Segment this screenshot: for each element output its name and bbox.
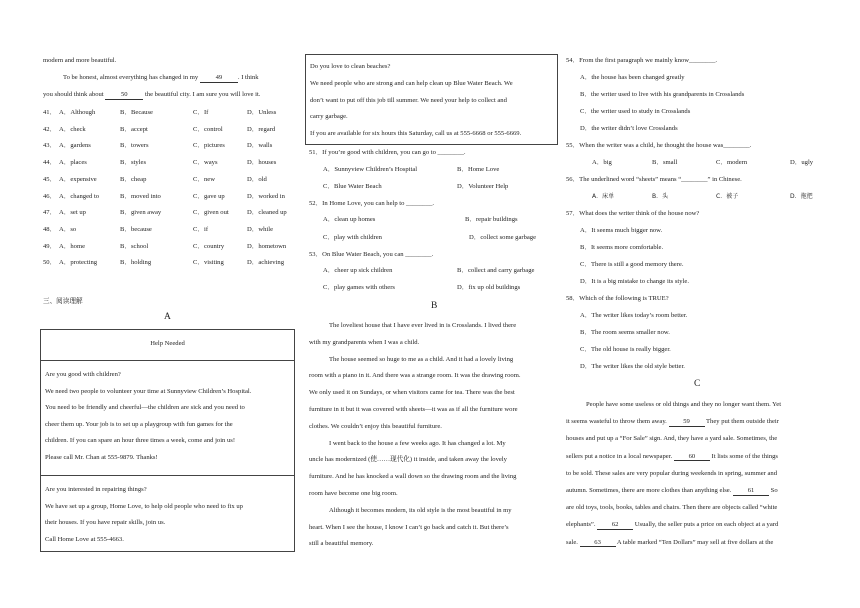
ad-line: carry garbage. xyxy=(310,113,348,121)
passage-line xyxy=(566,454,778,462)
box-title: Help Needed xyxy=(150,340,185,347)
passage-a-letter: A xyxy=(164,312,171,322)
option-d[interactable]: D．while xyxy=(247,225,274,233)
q54-option-b[interactable]: B．the writer used to live with his grandparents in Crosslands xyxy=(580,91,745,98)
q57-option-c[interactable]: C．There is still a good memory there. xyxy=(580,261,684,268)
q54-option-a[interactable]: A．the house has been changed greatly xyxy=(580,74,685,81)
line-text: houses and put up a “For Sale” sign. And, they have a yard sale. Sometimes, the xyxy=(566,435,778,443)
question-number: 43． xyxy=(43,142,57,150)
help-needed-box xyxy=(40,329,295,552)
option-c[interactable]: C．if xyxy=(193,225,209,233)
option-c[interactable]: C．control xyxy=(193,125,223,133)
question-number: 41． xyxy=(43,109,57,116)
option-c[interactable]: C．If xyxy=(193,109,209,116)
q53-option-c[interactable]: C．play games with others xyxy=(323,284,395,291)
section-title: 三、阅读理解 xyxy=(43,297,83,305)
option-b[interactable]: B．given away xyxy=(120,209,162,217)
passage-line: I went back to the house a few weeks ago. It has changed a lot. My xyxy=(329,439,506,447)
blank-62[interactable]: 62 xyxy=(597,522,633,530)
option-b[interactable]: B．school xyxy=(120,242,149,250)
passage-line: still a beautiful memory. xyxy=(309,540,374,548)
passage-line xyxy=(566,505,777,512)
q58-option-c[interactable]: C．The old house is really bigger. xyxy=(580,346,671,353)
option-a[interactable]: A．home xyxy=(59,242,86,250)
q54-option-d[interactable]: D．the writer didn’t love Crosslands xyxy=(580,125,678,132)
question-57: 57．What does the writer think of the house now? xyxy=(566,210,700,217)
option-c[interactable]: C．country xyxy=(193,242,225,250)
q56-option-d[interactable]: D．拖把 xyxy=(790,193,813,200)
question-number: 50． xyxy=(43,259,57,267)
option-d[interactable]: D．houses xyxy=(247,159,277,167)
question-54: 54．From the first paragraph we mainly know________. xyxy=(566,57,718,64)
q51-option-c[interactable]: C．Blue Water Beach xyxy=(323,183,382,190)
passage-line: furniture in it but it was covered with sheets—it was as if all the furniture wore xyxy=(309,406,518,413)
passage-line: The loveliest house that I have ever lived in is Crosslands. I lived there xyxy=(329,322,517,329)
line-text: elephants”. xyxy=(566,521,596,529)
option-d[interactable]: D．walls xyxy=(247,142,273,150)
box-divider xyxy=(41,475,294,476)
line-text: It lists some of the things xyxy=(711,452,779,460)
q55-option-a[interactable]: A．big xyxy=(592,159,612,166)
option-d[interactable]: D．Unless xyxy=(247,109,277,116)
passage-line: uncle has modernized (使……现代化) it inside, and taken away the lovely xyxy=(309,456,507,464)
ad-line: You need to be friendly and cheerful—the children are sick and you need to xyxy=(45,404,245,411)
question-55: 55．When the writer was a child, he thought the house was________. xyxy=(566,142,752,149)
ad-line: Are you good with children? xyxy=(45,371,121,378)
question-56: 56．The underlined word “sheets” means “________” in Chinese. xyxy=(566,176,742,183)
q52-option-d[interactable]: D．collect some garbage xyxy=(469,234,537,241)
passage-line xyxy=(566,471,777,478)
passage-b-letter: B xyxy=(431,301,438,311)
q51-option-a[interactable]: A．Sunnyview Children’s Hospital xyxy=(323,166,418,173)
q57-option-d[interactable]: D．It is a big mistake to change its style. xyxy=(580,278,689,285)
blank-61[interactable]: 61 xyxy=(733,488,769,496)
option-a[interactable]: A．so xyxy=(59,225,77,233)
intro-line-2: To be honest, almost everything has changed in my 49 . I think xyxy=(63,74,259,81)
blank-63[interactable]: 63 xyxy=(580,540,616,548)
option-a[interactable]: A．check xyxy=(59,125,86,133)
ad-line: If you are available for six hours this Saturday, call us at 555-6668 or 555-6669. xyxy=(310,130,522,138)
option-c[interactable]: C．ways xyxy=(193,159,218,167)
ad-line: children. If you can spare an hour three times a week, come and join us! xyxy=(45,437,236,444)
option-a[interactable]: A．places xyxy=(59,159,87,167)
line-text: sale. xyxy=(566,538,578,546)
q52-option-b[interactable]: B．repair buildings xyxy=(465,216,518,223)
passage-line: with my grandparents when I was a child. xyxy=(309,338,420,346)
q53-option-b[interactable]: B．collect and carry garbage xyxy=(457,267,535,274)
option-d[interactable]: D．hometown xyxy=(247,242,287,250)
line-text: People have some useless or old things and they no longer want them. Yet xyxy=(586,401,782,408)
question-number: 49． xyxy=(43,242,57,250)
option-b[interactable]: B．towers xyxy=(120,142,149,150)
q53-option-a[interactable]: A．cheer up sick children xyxy=(323,267,393,274)
option-b[interactable]: B．holding xyxy=(120,259,152,267)
question-51: 51．If you’re good with children, you can go to ________. xyxy=(309,149,466,156)
line-text: A table marked “Ten Dollars” may sell at five dollars at the xyxy=(616,538,774,546)
q58-option-a[interactable]: A．The writer likes today’s room better. xyxy=(580,312,688,319)
ad-line: Please call Mr. Chan at 555-9879. Thanks! xyxy=(45,453,158,461)
intro-line-1: modern and more beautiful. xyxy=(43,57,117,64)
passage-line xyxy=(566,540,773,548)
option-c[interactable]: C．visiting xyxy=(193,259,224,267)
option-a[interactable]: A．expensive xyxy=(59,175,97,183)
blank-50[interactable]: 50 xyxy=(105,92,143,100)
question-52: 52．In Home Love, you can help to ________. xyxy=(309,200,435,207)
option-d[interactable]: D．cleaned up xyxy=(247,209,287,217)
option-d[interactable]: D．old xyxy=(247,175,267,183)
q53-option-d[interactable]: D．fix up old buildings xyxy=(457,284,521,291)
q55-option-b[interactable]: B．small xyxy=(652,159,678,166)
option-a[interactable]: A．protecting xyxy=(59,259,98,267)
ad-line: Do you love to clean beaches? xyxy=(310,63,391,70)
passage-line xyxy=(566,522,778,530)
ad-line: their houses. If you have repair skills, join us. xyxy=(45,519,166,526)
ad-line: We need people who are strong and can help clean up Blue Water Beach. We xyxy=(310,79,513,87)
question-53: 53．On Blue Water Beach, you can ________. xyxy=(309,251,434,258)
q55-option-d[interactable]: D．ugly xyxy=(790,159,814,166)
question-number: 44． xyxy=(43,159,57,167)
ad-line: Are you interested in repairing things? xyxy=(45,486,147,493)
option-b[interactable]: B．because xyxy=(120,225,152,233)
question-number: 45． xyxy=(43,175,57,183)
question-58: 58．Which of the following is TRUE? xyxy=(566,295,669,302)
option-b[interactable]: B．styles xyxy=(120,159,147,167)
passage-line: We only used it on Sundays, or when visitors came for tea. There was the best xyxy=(309,389,515,397)
q54-option-c[interactable]: C．the writer used to study in Crosslands xyxy=(580,108,691,115)
blank-59[interactable]: 59 xyxy=(669,419,705,427)
ad-line: We need two people to volunteer your time at Sunnyview Children’s Hospital. xyxy=(45,387,252,395)
option-d[interactable]: D．regard xyxy=(247,125,276,133)
passage-line: furniture. And he has knocked a wall down so the drawing room and the living xyxy=(309,473,517,481)
q57-option-a[interactable]: A．It seems much bigger now. xyxy=(580,227,663,234)
box-divider xyxy=(41,360,294,361)
passage-line: room have become one big room. xyxy=(309,490,398,497)
option-b[interactable]: B．cheap xyxy=(120,175,147,183)
q51-option-b[interactable]: B．Home Love xyxy=(457,166,500,173)
passage-line xyxy=(566,436,777,443)
beach-ad-box xyxy=(305,54,558,145)
q51-option-d[interactable]: D．Volunteer Help xyxy=(457,183,509,190)
q58-option-d[interactable]: D．The writer likes the old style better. xyxy=(580,363,685,370)
ad-line: don’t want to put off this job till summer. We need your help to collect and xyxy=(310,96,507,104)
q56-option-c[interactable]: C．被子 xyxy=(716,193,739,200)
question-number: 47． xyxy=(43,209,57,217)
passage-line: clothes. We couldn’t enjoy this beautiful furniture. xyxy=(309,422,442,430)
passage-line: Although it becomes modern, its old style is the most beautiful in my xyxy=(329,506,512,514)
option-a[interactable]: A．gardens xyxy=(59,142,91,150)
q56-option-a[interactable]: A．床单 xyxy=(592,193,615,200)
q52-option-c[interactable]: C．play with children xyxy=(323,234,382,241)
blank-49[interactable]: 49 xyxy=(200,75,238,83)
question-number: 46． xyxy=(43,192,57,200)
option-c[interactable]: C．gave up xyxy=(193,192,225,200)
passage-line xyxy=(586,402,781,409)
option-a[interactable]: A．changed to xyxy=(59,192,100,200)
option-c[interactable]: C．given out xyxy=(193,209,229,217)
line-text: are old toys, tools, books, tables and chairs. Then there are objects called “white xyxy=(566,504,778,512)
q58-option-b[interactable]: B．The room seems smaller now. xyxy=(580,329,670,336)
line-text: autumn. Sometimes, there are more clothes than anything else. xyxy=(566,487,732,494)
option-d[interactable]: D．worked in xyxy=(247,192,285,200)
passage-c-letter: C xyxy=(694,379,701,389)
option-b[interactable]: B．Because xyxy=(120,109,153,116)
option-a[interactable]: A．set up xyxy=(59,209,86,217)
ad-line: We have set up a group, Home Love, to help old people who need to fix up xyxy=(45,502,243,510)
line-text: sellers put a notice in a local newspaper. xyxy=(566,452,673,460)
q56-option-b[interactable]: B．头 xyxy=(652,193,669,200)
passage-line: The house seemed so huge to me as a child. And it had a lovely living xyxy=(329,355,514,363)
ad-line: Call Home Love at 555-4663. xyxy=(45,535,124,543)
passage-line xyxy=(566,488,778,496)
passage-line: room with a piano in it. And there was a strange room. It was the drawing room. xyxy=(309,372,521,380)
option-c[interactable]: C．pictures xyxy=(193,142,225,150)
passage-line: heart. When I see the house, I know I can’t go back and catch it. But there’s xyxy=(309,523,509,531)
option-b[interactable]: B．moved into xyxy=(120,192,161,200)
question-number: 48． xyxy=(43,225,57,233)
question-number: 42． xyxy=(43,125,57,133)
passage-line xyxy=(566,419,779,427)
q52-option-a[interactable]: A．clean up homes xyxy=(323,216,376,223)
option-b[interactable]: B．accept xyxy=(120,125,148,133)
blank-60[interactable]: 60 xyxy=(674,454,710,462)
line-text: it seems wasteful to throw them away. xyxy=(566,418,667,426)
line-text: They put them outside their xyxy=(706,418,779,426)
ad-line: cheer them up. Your job is to set up a playgroup with fun games for the xyxy=(45,420,233,428)
line-text: to be sold. These sales are very popular during weekends in spring, summer and xyxy=(566,469,778,477)
q55-option-c[interactable]: C．modern xyxy=(716,159,748,166)
option-c[interactable]: C．new xyxy=(193,175,215,183)
intro-line-3: you should think about 50 the beautiful city. I am sure you will love it. xyxy=(43,91,261,98)
option-d[interactable]: D．achieving xyxy=(247,259,284,267)
line-text: Usually, the seller puts a price on each object at a yard xyxy=(634,521,779,529)
q57-option-b[interactable]: B．It seems more comfortable. xyxy=(580,244,664,251)
line-text: So xyxy=(770,487,778,494)
option-a[interactable]: A．Although xyxy=(59,109,96,116)
